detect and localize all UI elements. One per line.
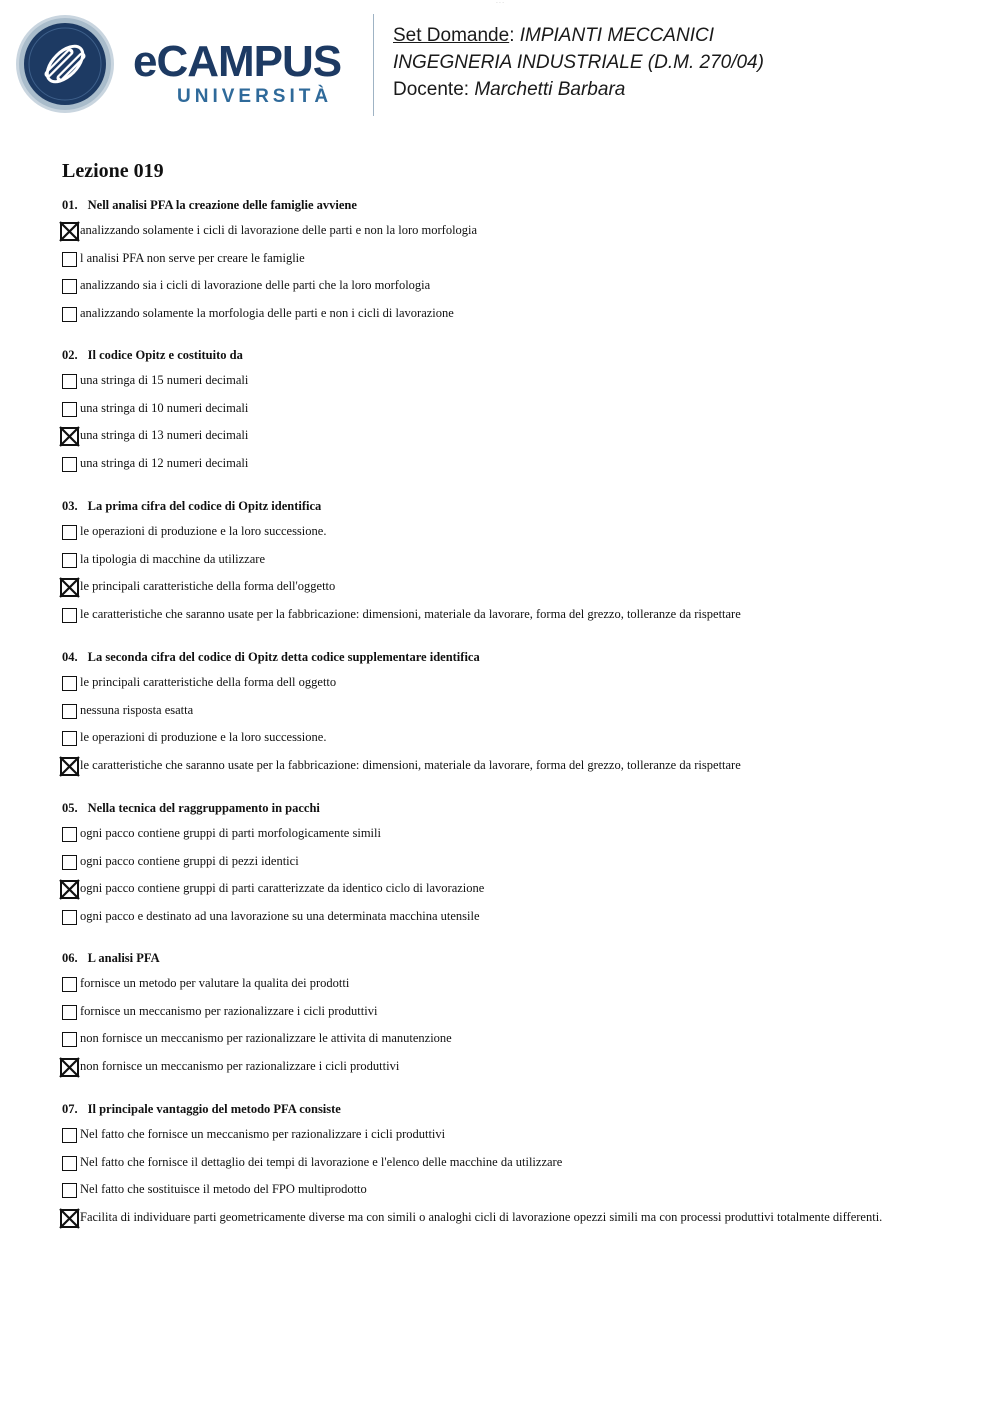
checkbox-checked[interactable]: [60, 1209, 79, 1228]
checkbox[interactable]: [62, 704, 77, 719]
cross-mark-icon: [58, 425, 81, 448]
cross-mark-icon: [58, 755, 81, 778]
set-label: Set Domande: [393, 25, 510, 46]
answer-text: le principali caratteristiche della forma dell oggetto: [80, 675, 337, 689]
answer-text: fornisce un metodo per valutare la qualita dei prodotti: [80, 976, 350, 990]
question-text: La prima cifra del codice di Opitz identifica: [87, 499, 322, 513]
cross-mark-icon: [58, 1207, 81, 1230]
lesson-title: Lezione 019: [62, 160, 164, 182]
answer-text: le operazioni di produzione e la loro successione.: [80, 730, 327, 744]
answer-text: una stringa di 12 numeri decimali: [80, 456, 249, 470]
checkbox-checked[interactable]: [60, 1058, 79, 1077]
question-number: 01.: [62, 198, 78, 212]
checkbox-checked[interactable]: [60, 757, 79, 776]
answer-text: l analisi PFA non serve per creare le famiglie: [80, 251, 305, 265]
question-number: 02.: [62, 348, 78, 362]
question-number: 07.: [62, 1102, 78, 1116]
set-line: Set Domande: IMPIANTI MECCANICI: [393, 25, 714, 46]
logo-text: eCAMPUS: [133, 37, 342, 86]
checkbox[interactable]: [62, 525, 77, 540]
checkbox-checked[interactable]: [60, 880, 79, 899]
answer-text: nessuna risposta esatta: [80, 703, 194, 717]
checkbox[interactable]: [62, 1005, 77, 1020]
course-line: [393, 49, 764, 76]
answer-text: non fornisce un meccanismo per razionalizzare i cicli produttivi: [80, 1059, 400, 1073]
answer-text: fornisce un meccanismo per razionalizzare i cicli produttivi: [80, 1004, 378, 1018]
checkbox[interactable]: [62, 279, 77, 294]
answer-text: ogni pacco e destinato ad una lavorazione su una determinata macchina utensile: [80, 909, 480, 923]
answer-text: una stringa di 15 numeri decimali: [80, 373, 249, 387]
teacher-name: Marchetti Barbara: [474, 79, 626, 100]
cross-mark-icon: [58, 576, 81, 599]
question-2: [62, 348, 243, 363]
checkbox[interactable]: [62, 402, 77, 417]
answer-text: ogni pacco contiene gruppi di parti morfologicamente simili: [80, 826, 381, 840]
question-text: La seconda cifra del codice di Opitz detta codice supplementare identifica: [87, 650, 480, 664]
answer-text: le caratteristiche che saranno usate per la fabbricazione: dimensioni, materiale da lavorare, forma del grezzo, tolleranze da rispettare: [80, 758, 741, 772]
checkbox[interactable]: [62, 608, 77, 623]
top-mark: · · ·: [496, 0, 504, 6]
set-value: IMPIANTI MECCANICI: [519, 25, 714, 46]
checkbox-checked[interactable]: [60, 222, 79, 241]
checkbox-checked[interactable]: [60, 578, 79, 597]
course-name: INGEGNERIA INDUSTRIALE (D.M. 270/04): [393, 52, 764, 73]
answer-text: ogni pacco contiene gruppi di pezzi identici: [80, 854, 299, 868]
checkbox[interactable]: [62, 1032, 77, 1047]
teacher-line: [393, 76, 764, 103]
answer-text: analizzando solamente i cicli di lavorazione delle parti e non la loro morfologia: [80, 223, 478, 237]
header-divider: [373, 14, 374, 116]
checkbox[interactable]: [62, 307, 77, 322]
question-text: Il principale vantaggio del metodo PFA consiste: [87, 1102, 341, 1116]
answer-text: non fornisce un meccanismo per razionalizzare le attivita di manutenzione: [80, 1031, 452, 1045]
question-text: L analisi PFA: [87, 951, 160, 965]
question-3: [62, 499, 321, 514]
answer-text: analizzando sia i cicli di lavorazione delle parti che la loro morfologia: [80, 278, 431, 292]
answer-text: Nel fatto che fornisce il dettaglio dei tempi di lavorazione e l'elenco delle macchine da utilizzare: [80, 1155, 563, 1169]
checkbox[interactable]: [62, 676, 77, 691]
page-header: [0, 0, 1000, 130]
question-7: [62, 1102, 341, 1117]
checkbox-checked[interactable]: [60, 427, 79, 446]
answer-text: ogni pacco contiene gruppi di parti caratterizzate da identico ciclo di lavorazione: [80, 881, 485, 895]
checkbox[interactable]: [62, 252, 77, 267]
cross-mark-icon: [58, 1056, 81, 1079]
question-4: [62, 650, 480, 665]
checkbox[interactable]: [62, 1156, 77, 1171]
checkbox[interactable]: [62, 827, 77, 842]
logo-subtext: UNIVERSITÀ: [177, 86, 333, 107]
answer-text: una stringa di 10 numeri decimali: [80, 401, 249, 415]
answer-text: analizzando solamente la morfologia delle parti e non i cicli di lavorazione: [80, 306, 454, 320]
question-number: 06.: [62, 951, 78, 965]
answer-text: Facilita di individuare parti geometricamente diverse ma con simili o analoghi cicli di lavorazione opezzi simili ma con processi produttivi totalmente differenti.: [80, 1210, 883, 1224]
question-number: 04.: [62, 650, 78, 664]
cross-mark-icon: [58, 878, 81, 901]
question-text: Nell analisi PFA la creazione delle famiglie avviene: [87, 198, 357, 212]
header-info: [393, 22, 764, 103]
answer-text: Nel fatto che sostituisce il metodo del FPO multiprodotto: [80, 1182, 367, 1196]
answer-text: Nel fatto che fornisce un meccanismo per razionalizzare i cicli produttivi: [80, 1127, 446, 1141]
cross-mark-icon: [58, 220, 81, 243]
question-number: 05.: [62, 801, 78, 815]
answer-text: le operazioni di produzione e la loro successione.: [80, 524, 327, 538]
answer-text: le caratteristiche che saranno usate per la fabbricazione: dimensioni, materiale da lavorare, forma del grezzo, tolleranze da rispettare: [80, 607, 741, 621]
checkbox[interactable]: [62, 374, 77, 389]
checkbox[interactable]: [62, 977, 77, 992]
checkbox[interactable]: [62, 731, 77, 746]
question-6: [62, 951, 160, 966]
question-number: 03.: [62, 499, 78, 513]
checkbox[interactable]: [62, 553, 77, 568]
answer-text: una stringa di 13 numeri decimali: [80, 428, 249, 442]
question-1: [62, 198, 357, 213]
answer-text: la tipologia di macchine da utilizzare: [80, 552, 265, 566]
ecampus-logo: [15, 14, 360, 116]
checkbox[interactable]: [62, 910, 77, 925]
teacher-label: Docente:: [393, 79, 470, 100]
answer-text: le principali caratteristiche della forma dell'oggetto: [80, 579, 336, 593]
question-text: Nella tecnica del raggruppamento in pacchi: [87, 801, 320, 815]
checkbox[interactable]: [62, 1128, 77, 1143]
checkbox[interactable]: [62, 855, 77, 870]
question-text: Il codice Opitz e costituito da: [87, 348, 243, 362]
checkbox[interactable]: [62, 457, 77, 472]
checkbox[interactable]: [62, 1183, 77, 1198]
question-5: [62, 801, 320, 816]
